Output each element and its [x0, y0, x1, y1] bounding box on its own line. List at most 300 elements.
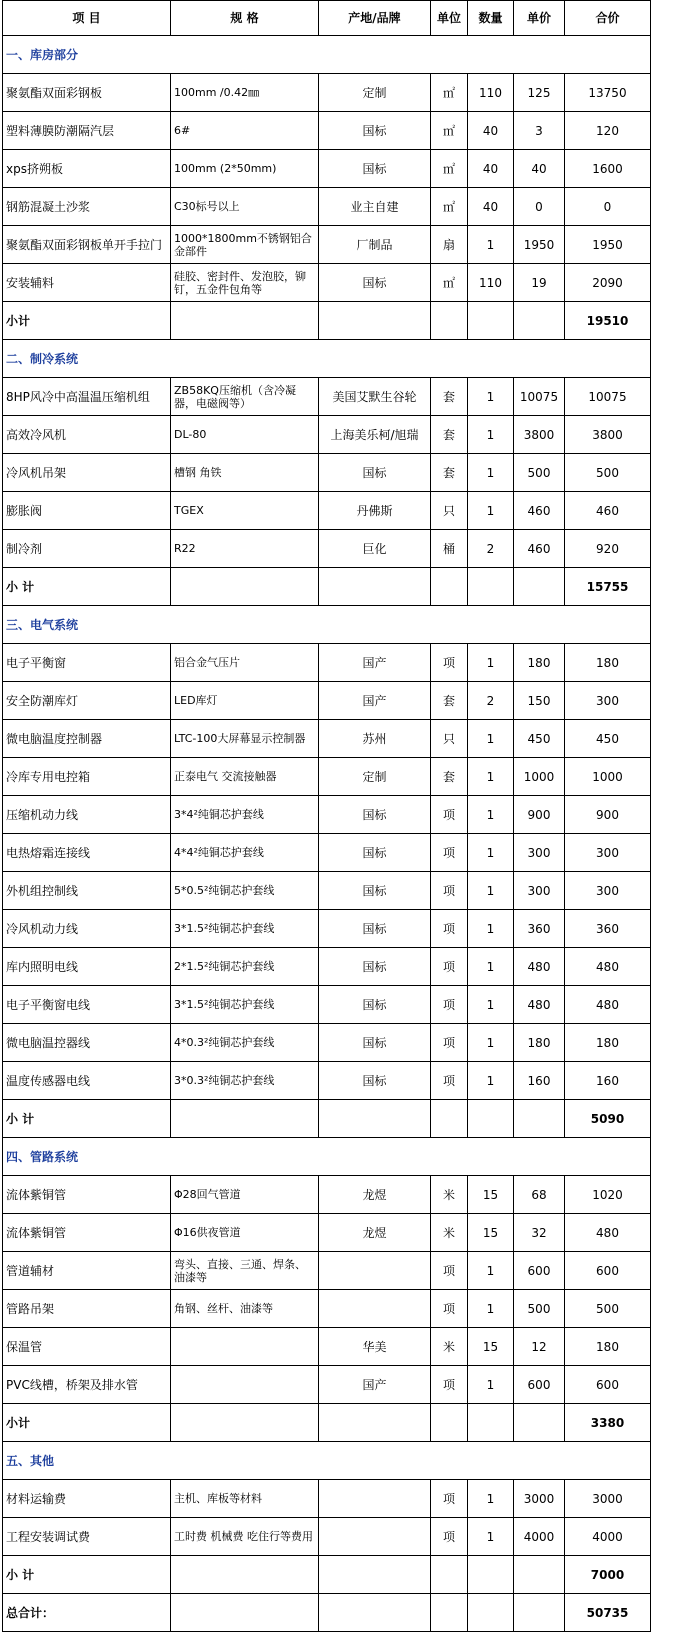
item-cell: 电热熔霜连接线	[3, 834, 171, 872]
unit-cell: 项	[431, 872, 468, 910]
origin-cell	[319, 1480, 431, 1518]
empty-cell	[171, 1594, 319, 1632]
empty-cell	[431, 302, 468, 340]
grand-total-value: 50735	[565, 1594, 651, 1632]
subtotal-row	[3, 568, 651, 606]
table-row	[3, 1252, 651, 1290]
qty-cell: 1	[468, 454, 514, 492]
section-title-row	[3, 1442, 651, 1480]
total-cell: 1950	[565, 226, 651, 264]
price-cell: 12	[514, 1328, 565, 1366]
item-cell: 冷风机吊架	[3, 454, 171, 492]
total-cell: 2090	[565, 264, 651, 302]
item-cell: 温度传感器电线	[3, 1062, 171, 1100]
table-row	[3, 910, 651, 948]
subtotal-label: 小 计	[3, 1556, 171, 1594]
empty-cell	[468, 1556, 514, 1594]
total-cell: 1020	[565, 1176, 651, 1214]
table-row	[3, 986, 651, 1024]
total-cell: 300	[565, 682, 651, 720]
empty-cell	[468, 302, 514, 340]
spec-cell: Φ28回气管道	[171, 1176, 319, 1214]
price-cell: 900	[514, 796, 565, 834]
item-cell: 制冷剂	[3, 530, 171, 568]
subtotal-value: 7000	[565, 1556, 651, 1594]
price-cell: 125	[514, 74, 565, 112]
origin-cell: 国产	[319, 644, 431, 682]
subtotal-value: 3380	[565, 1404, 651, 1442]
empty-cell	[319, 302, 431, 340]
origin-cell	[319, 1290, 431, 1328]
grand-total-row	[3, 1594, 651, 1632]
total-cell: 920	[565, 530, 651, 568]
spec-cell: LTC-100大屏幕显示控制器	[171, 720, 319, 758]
item-cell: 安装辅料	[3, 264, 171, 302]
table-row	[3, 1328, 651, 1366]
total-cell: 3000	[565, 1480, 651, 1518]
subtotal-row	[3, 1100, 651, 1138]
table-row	[3, 644, 651, 682]
spec-cell	[171, 1366, 319, 1404]
item-cell: 外机组控制线	[3, 872, 171, 910]
price-cell: 600	[514, 1252, 565, 1290]
qty-cell: 1	[468, 1062, 514, 1100]
spec-cell: 6#	[171, 112, 319, 150]
origin-cell: 国标	[319, 796, 431, 834]
unit-cell: 套	[431, 378, 468, 416]
qty-cell: 15	[468, 1328, 514, 1366]
price-cell: 68	[514, 1176, 565, 1214]
total-cell: 1600	[565, 150, 651, 188]
unit-cell: 套	[431, 758, 468, 796]
origin-cell: 华美	[319, 1328, 431, 1366]
price-cell: 160	[514, 1062, 565, 1100]
subtotal-label: 小 计	[3, 1100, 171, 1138]
unit-cell: ㎡	[431, 112, 468, 150]
price-cell: 180	[514, 1024, 565, 1062]
qty-cell: 110	[468, 264, 514, 302]
qty-cell: 15	[468, 1214, 514, 1252]
price-cell: 500	[514, 1290, 565, 1328]
qty-cell: 1	[468, 720, 514, 758]
price-cell: 500	[514, 454, 565, 492]
empty-cell	[431, 1556, 468, 1594]
qty-cell: 1	[468, 378, 514, 416]
qty-cell: 1	[468, 948, 514, 986]
total-cell: 3800	[565, 416, 651, 454]
price-cell: 10075	[514, 378, 565, 416]
total-cell: 10075	[565, 378, 651, 416]
empty-cell	[514, 1594, 565, 1632]
unit-cell: 项	[431, 1062, 468, 1100]
section-title-row	[3, 606, 651, 644]
spec-cell: 工时费 机械费 吃住行等费用	[171, 1518, 319, 1556]
empty-cell	[431, 1404, 468, 1442]
total-cell: 120	[565, 112, 651, 150]
empty-cell	[319, 1404, 431, 1442]
item-cell: PVC线槽，桥架及排水管	[3, 1366, 171, 1404]
origin-cell: 厂制品	[319, 226, 431, 264]
origin-cell	[319, 1252, 431, 1290]
spec-cell: 角钢、丝杆、油漆等	[171, 1290, 319, 1328]
spec-cell: 4*4²纯铜芯护套线	[171, 834, 319, 872]
origin-cell: 巨化	[319, 530, 431, 568]
spec-cell: 2*1.5²纯铜芯护套线	[171, 948, 319, 986]
grand-total-label: 总合计：	[3, 1594, 171, 1632]
subtotal-row	[3, 302, 651, 340]
empty-cell	[468, 568, 514, 606]
table-row	[3, 150, 651, 188]
origin-cell: 国产	[319, 1366, 431, 1404]
subtotal-row	[3, 1556, 651, 1594]
empty-cell	[431, 1594, 468, 1632]
qty-cell: 1	[468, 1024, 514, 1062]
unit-cell: 扇	[431, 226, 468, 264]
origin-cell: 龙煜	[319, 1176, 431, 1214]
table-row	[3, 378, 651, 416]
table-row	[3, 112, 651, 150]
table-row	[3, 720, 651, 758]
header-origin: 产地/品牌	[319, 1, 431, 36]
origin-cell: 定制	[319, 74, 431, 112]
price-cell: 480	[514, 986, 565, 1024]
empty-cell	[319, 1594, 431, 1632]
total-cell: 500	[565, 454, 651, 492]
qty-cell: 1	[468, 492, 514, 530]
table-row	[3, 1062, 651, 1100]
qty-cell: 1	[468, 1290, 514, 1328]
spec-cell: DL-80	[171, 416, 319, 454]
item-cell: 电子平衡窗电线	[3, 986, 171, 1024]
spec-cell: 铝合金气压片	[171, 644, 319, 682]
qty-cell: 40	[468, 150, 514, 188]
spec-cell: TGEX	[171, 492, 319, 530]
total-cell: 480	[565, 948, 651, 986]
spec-cell: 3*4²纯铜芯护套线	[171, 796, 319, 834]
table-row	[3, 416, 651, 454]
total-cell: 13750	[565, 74, 651, 112]
unit-cell: 项	[431, 796, 468, 834]
item-cell: xps挤朔板	[3, 150, 171, 188]
empty-cell	[319, 1100, 431, 1138]
price-cell: 1000	[514, 758, 565, 796]
origin-cell: 上海美乐柯/旭瑞	[319, 416, 431, 454]
total-cell: 600	[565, 1252, 651, 1290]
origin-cell	[319, 1518, 431, 1556]
section-title: 一、库房部分	[3, 36, 651, 74]
header-total: 合价	[565, 1, 651, 36]
table-row	[3, 188, 651, 226]
spec-cell: ZB58KQ压缩机（含冷凝器，电磁阀等）	[171, 378, 319, 416]
table-row	[3, 834, 651, 872]
table-row	[3, 1518, 651, 1556]
empty-cell	[514, 568, 565, 606]
unit-cell: 项	[431, 1518, 468, 1556]
unit-cell: 项	[431, 986, 468, 1024]
qty-cell: 110	[468, 74, 514, 112]
empty-cell	[319, 568, 431, 606]
table-row	[3, 948, 651, 986]
item-cell: 压缩机动力线	[3, 796, 171, 834]
unit-cell: 米	[431, 1214, 468, 1252]
spec-cell: 3*1.5²纯铜芯护套线	[171, 986, 319, 1024]
origin-cell: 苏州	[319, 720, 431, 758]
qty-cell: 40	[468, 112, 514, 150]
item-cell: 高效冷风机	[3, 416, 171, 454]
unit-cell: 项	[431, 644, 468, 682]
empty-cell	[468, 1404, 514, 1442]
price-cell: 4000	[514, 1518, 565, 1556]
table-row	[3, 492, 651, 530]
unit-cell: 项	[431, 1024, 468, 1062]
qty-cell: 40	[468, 188, 514, 226]
header-unit: 单位	[431, 1, 468, 36]
qty-cell: 2	[468, 530, 514, 568]
origin-cell: 国标	[319, 150, 431, 188]
unit-cell: 只	[431, 720, 468, 758]
total-cell: 180	[565, 1328, 651, 1366]
section-title: 二、制冷系统	[3, 340, 651, 378]
price-cell: 1950	[514, 226, 565, 264]
qty-cell: 15	[468, 1176, 514, 1214]
qty-cell: 2	[468, 682, 514, 720]
spec-cell: 4*0.3²纯铜芯护套线	[171, 1024, 319, 1062]
price-cell: 450	[514, 720, 565, 758]
table-row	[3, 1290, 651, 1328]
table-row	[3, 872, 651, 910]
item-cell: 冷风机动力线	[3, 910, 171, 948]
origin-cell: 国标	[319, 986, 431, 1024]
section-title: 三、电气系统	[3, 606, 651, 644]
price-cell: 180	[514, 644, 565, 682]
subtotal-value: 15755	[565, 568, 651, 606]
quotation-table	[2, 0, 651, 1632]
unit-cell: ㎡	[431, 150, 468, 188]
table-row	[3, 454, 651, 492]
item-cell: 聚氨酯双面彩钢板	[3, 74, 171, 112]
empty-cell	[171, 1556, 319, 1594]
spec-cell: C30标号以上	[171, 188, 319, 226]
origin-cell: 国标	[319, 872, 431, 910]
unit-cell: 项	[431, 1252, 468, 1290]
qty-cell: 1	[468, 644, 514, 682]
item-cell: 库内照明电线	[3, 948, 171, 986]
spec-cell: 槽钢 角铁	[171, 454, 319, 492]
header-qty: 数量	[468, 1, 514, 36]
item-cell: 电子平衡窗	[3, 644, 171, 682]
subtotal-label: 小 计	[3, 568, 171, 606]
empty-cell	[468, 1594, 514, 1632]
total-cell: 160	[565, 1062, 651, 1100]
total-cell: 360	[565, 910, 651, 948]
price-cell: 600	[514, 1366, 565, 1404]
item-cell: 管路吊架	[3, 1290, 171, 1328]
item-cell: 8HP风冷中高温温压缩机组	[3, 378, 171, 416]
unit-cell: ㎡	[431, 264, 468, 302]
table-row	[3, 1480, 651, 1518]
empty-cell	[431, 1100, 468, 1138]
item-cell: 微电脑温控器线	[3, 1024, 171, 1062]
empty-cell	[319, 1556, 431, 1594]
price-cell: 360	[514, 910, 565, 948]
qty-cell: 1	[468, 1480, 514, 1518]
item-cell: 钢筋混凝土沙浆	[3, 188, 171, 226]
table-row	[3, 796, 651, 834]
qty-cell: 1	[468, 1518, 514, 1556]
origin-cell: 国标	[319, 948, 431, 986]
unit-cell: 项	[431, 1480, 468, 1518]
origin-cell: 国标	[319, 1024, 431, 1062]
unit-cell: ㎡	[431, 74, 468, 112]
spec-cell: 3*1.5²纯铜芯护套线	[171, 910, 319, 948]
table-row	[3, 682, 651, 720]
header-row	[3, 1, 651, 36]
table-row	[3, 1024, 651, 1062]
price-cell: 480	[514, 948, 565, 986]
qty-cell: 1	[468, 1252, 514, 1290]
empty-cell	[514, 302, 565, 340]
section-title: 四、管路系统	[3, 1138, 651, 1176]
item-cell: 聚氨酯双面彩钢板单开手拉门	[3, 226, 171, 264]
item-cell: 工程安装调试费	[3, 1518, 171, 1556]
subtotal-value: 5090	[565, 1100, 651, 1138]
unit-cell: ㎡	[431, 188, 468, 226]
item-cell: 管道辅材	[3, 1252, 171, 1290]
origin-cell: 国标	[319, 1062, 431, 1100]
qty-cell: 1	[468, 416, 514, 454]
item-cell: 材料运输费	[3, 1480, 171, 1518]
empty-cell	[431, 568, 468, 606]
spec-cell: 5*0.5²纯铜芯护套线	[171, 872, 319, 910]
table-row	[3, 530, 651, 568]
price-cell: 460	[514, 530, 565, 568]
unit-cell: 桶	[431, 530, 468, 568]
origin-cell: 丹佛斯	[319, 492, 431, 530]
qty-cell: 1	[468, 910, 514, 948]
price-cell: 460	[514, 492, 565, 530]
total-cell: 450	[565, 720, 651, 758]
price-cell: 3800	[514, 416, 565, 454]
item-cell: 冷库专用电控箱	[3, 758, 171, 796]
qty-cell: 1	[468, 226, 514, 264]
unit-cell: 项	[431, 948, 468, 986]
spec-cell: 主机、库板等材料	[171, 1480, 319, 1518]
item-cell: 膨胀阀	[3, 492, 171, 530]
subtotal-row	[3, 1404, 651, 1442]
origin-cell: 国标	[319, 264, 431, 302]
unit-cell: 项	[431, 910, 468, 948]
spec-cell: Φ16供夜管道	[171, 1214, 319, 1252]
section-title-row	[3, 340, 651, 378]
total-cell: 0	[565, 188, 651, 226]
empty-cell	[171, 1404, 319, 1442]
header-price: 单价	[514, 1, 565, 36]
qty-cell: 1	[468, 834, 514, 872]
total-cell: 480	[565, 986, 651, 1024]
total-cell: 180	[565, 1024, 651, 1062]
origin-cell: 业主自建	[319, 188, 431, 226]
spec-cell: 100mm /0.42㎜	[171, 74, 319, 112]
table-row	[3, 1214, 651, 1252]
table-row	[3, 1366, 651, 1404]
price-cell: 0	[514, 188, 565, 226]
price-cell: 300	[514, 872, 565, 910]
unit-cell: 项	[431, 1366, 468, 1404]
total-cell: 4000	[565, 1518, 651, 1556]
origin-cell: 国标	[319, 454, 431, 492]
spec-cell: 弯头、直接、三通、焊条、油漆等	[171, 1252, 319, 1290]
table-row	[3, 226, 651, 264]
empty-cell	[171, 1100, 319, 1138]
price-cell: 19	[514, 264, 565, 302]
unit-cell: 米	[431, 1328, 468, 1366]
item-cell: 安全防潮库灯	[3, 682, 171, 720]
item-cell: 保温管	[3, 1328, 171, 1366]
price-cell: 150	[514, 682, 565, 720]
item-cell: 微电脑温度控制器	[3, 720, 171, 758]
price-cell: 40	[514, 150, 565, 188]
item-cell: 流体紫铜管	[3, 1214, 171, 1252]
spec-cell: R22	[171, 530, 319, 568]
unit-cell: 套	[431, 454, 468, 492]
origin-cell: 国标	[319, 834, 431, 872]
spec-cell: 硅胶、密封件、发泡胶，铆钉，五金件包角等	[171, 264, 319, 302]
origin-cell: 龙煜	[319, 1214, 431, 1252]
origin-cell: 国标	[319, 910, 431, 948]
section-title-row	[3, 1138, 651, 1176]
total-cell: 900	[565, 796, 651, 834]
spec-cell: 100mm (2*50mm)	[171, 150, 319, 188]
section-title-row	[3, 36, 651, 74]
empty-cell	[514, 1404, 565, 1442]
subtotal-value: 19510	[565, 302, 651, 340]
qty-cell: 1	[468, 758, 514, 796]
spec-cell: 1000*1800mm不锈钢铝合金部件	[171, 226, 319, 264]
unit-cell: 只	[431, 492, 468, 530]
spec-cell: 正泰电气 交流接触器	[171, 758, 319, 796]
table-row	[3, 1176, 651, 1214]
empty-cell	[171, 302, 319, 340]
table-row	[3, 264, 651, 302]
total-cell: 1000	[565, 758, 651, 796]
qty-cell: 1	[468, 986, 514, 1024]
subtotal-label: 小计	[3, 302, 171, 340]
price-cell: 32	[514, 1214, 565, 1252]
subtotal-label: 小计	[3, 1404, 171, 1442]
qty-cell: 1	[468, 1366, 514, 1404]
empty-cell	[514, 1556, 565, 1594]
total-cell: 180	[565, 644, 651, 682]
table-row	[3, 74, 651, 112]
total-cell: 480	[565, 1214, 651, 1252]
qty-cell: 1	[468, 872, 514, 910]
header-item: 项 目	[3, 1, 171, 36]
origin-cell: 美国艾默生谷轮	[319, 378, 431, 416]
origin-cell: 定制	[319, 758, 431, 796]
item-cell: 塑料薄膜防潮隔汽层	[3, 112, 171, 150]
header-spec: 规 格	[171, 1, 319, 36]
unit-cell: 项	[431, 1290, 468, 1328]
price-cell: 3000	[514, 1480, 565, 1518]
total-cell: 600	[565, 1366, 651, 1404]
spec-cell: 3*0.3²纯铜芯护套线	[171, 1062, 319, 1100]
section-title: 五、其他	[3, 1442, 651, 1480]
unit-cell: 套	[431, 682, 468, 720]
unit-cell: 米	[431, 1176, 468, 1214]
total-cell: 300	[565, 834, 651, 872]
price-cell: 3	[514, 112, 565, 150]
empty-cell	[514, 1100, 565, 1138]
